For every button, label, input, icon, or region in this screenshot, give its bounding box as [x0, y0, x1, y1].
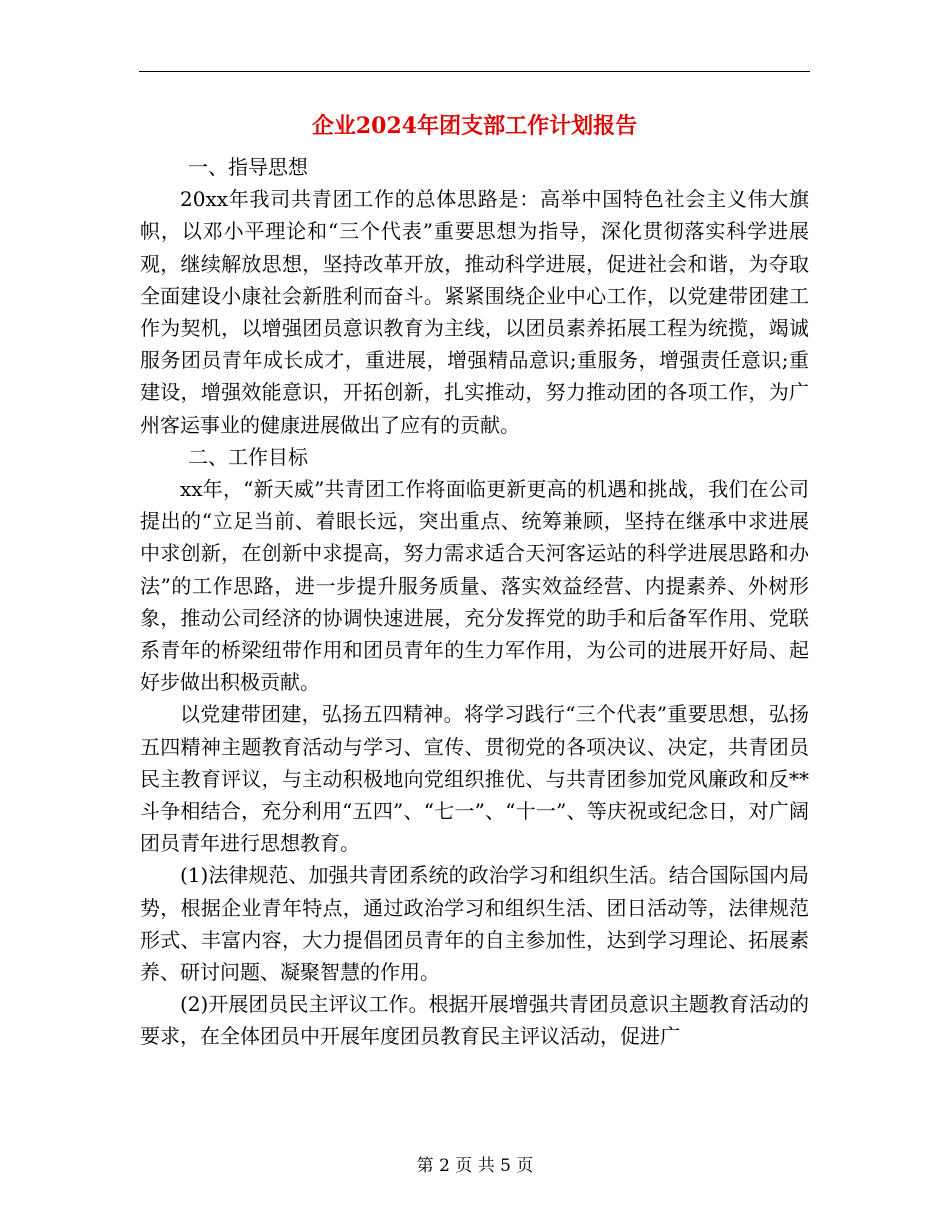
document-title: 企业2024年团支部工作计划报告 [311, 113, 638, 139]
document-body [140, 151, 809, 1053]
paragraph-party-building: 以党建带团建，弘扬五四精神。将学习践行“三个代表”重要思想，弘扬五四精神主题教育活动与学习、宣传、贯彻党的各项决议、决定，共青团员民主教育评议，与主动积极地向党组织推优、与共青团参加党风廉政和反**斗争相结合，充分利用“五四”、“七一”、“十一”、等庆祝或纪念日，对广阔团员青年进行思想教育。 [140, 702, 809, 856]
paragraph-item-1: (1)法律规范、加强共青团系统的政治学习和组织生活。结合国际国内局势，根据企业青年特点，通过政治学习和组织生活、团日活动等，法律规范形式、丰富内容，大力提倡团员青年的自主参加性，达到学习理论、拓展素养、研讨问题、凝聚智慧的作用。 [140, 863, 809, 985]
header-rule [139, 71, 810, 72]
paragraph-work-goals: xx年，“新天威”共青团工作将面临更新更高的机遇和挑战，我们在公司提出的“立足当前、着眼长远，突出重点、统筹兼顾，坚持在继承中求进展中求创新，在创新中求提高，努力需求适合天河客运站的科学进展思路和办法”的工作思路，进一步提升服务质量、落实效益经营、内提素养、外树形象，推动公司经济的协调快速进展，充分发挥党的助手和后备军作用、党联系青年的桥梁纽带作用和团员青年的生力军作用，为公司的进展开好局、起好步做出积极贡献。 [140, 477, 809, 695]
page-footer: 第 2 页 共 5 页 [416, 1156, 534, 1176]
section-heading-guiding-thought: 一、指导思想 [188, 155, 308, 179]
section-heading-work-goals: 二、工作目标 [188, 444, 308, 469]
paragraph-guiding-thought: 20xx年我司共青团工作的总体思路是：高举中国特色社会主义伟大旗帜，以邓小平理论和“三个代表”重要思想为指导，深化贯彻落实科学进展观，继续解放思想，坚持改革开放，推动科学进展，促进社会和谐，为夺取全面建设小康社会新胜利而奋斗。紧紧围绕企业中心工作，以党建带团建工作为契机，以增强团员意识教育为主线，以团员素养拓展工程为统揽，竭诚服务团员青年成长成才，重进展，增强精品意识;重服务，增强责任意识;重建设，增强效能意识，开拓创新，扎实推动，努力推动团的各项工作，为广州客运事业的健康进展做出了应有的贡献。 [140, 187, 809, 437]
paragraph-item-2: (2)开展团员民主评议工作。根据开展增强共青团员意识主题教育活动的要求，在全体团员中开展年度团员教育民主评议活动，促进广 [140, 992, 809, 1049]
